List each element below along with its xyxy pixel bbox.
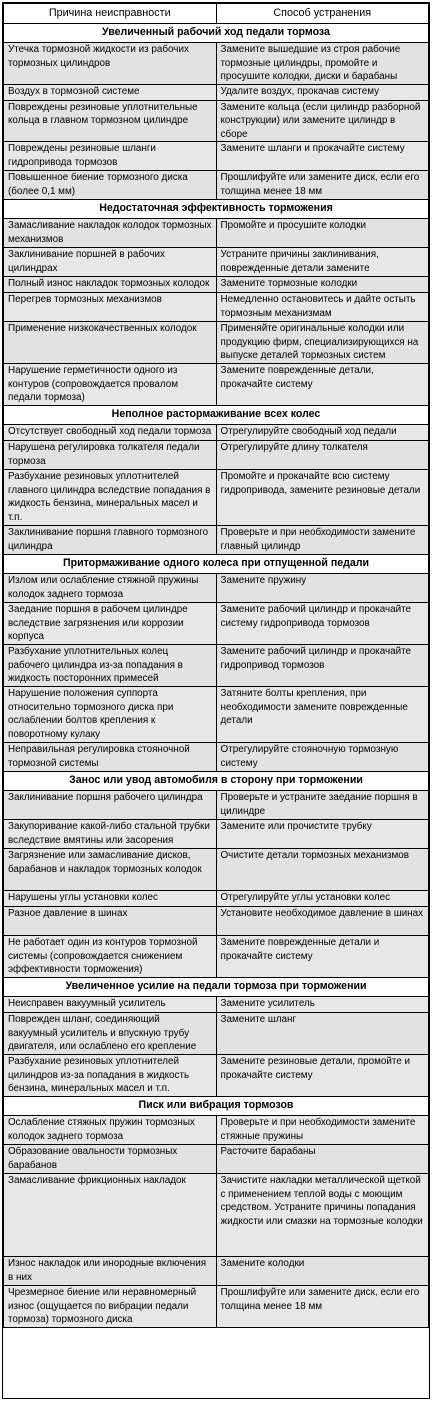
remedy-cell: Затяните болты крепления, при необходимости замените поврежденные детали [216, 687, 429, 743]
table-row [4, 936, 429, 978]
table-row [4, 1055, 429, 1097]
table-row [4, 997, 429, 1013]
remedy-cell: Устраните причины заклинивания, поврежденные детали замените [216, 248, 429, 277]
section-title: Увеличенное усилие на педали тормоза при торможении [4, 978, 429, 997]
cause-cell: Нарушены углы установки колес [4, 891, 217, 907]
cause-cell: Повышенное биение тормозного диска (более 0,1 мм) [4, 171, 217, 200]
remedy-cell: Замените рабочий цилиндр и прокачайте систему гидропривода тормозов [216, 603, 429, 645]
cause-cell: Износ накладок или инородные включения в них [4, 1257, 217, 1286]
cause-cell: Отсутствует свободный ход педали тормоза [4, 425, 217, 441]
table-row [4, 743, 429, 772]
table-row [4, 441, 429, 470]
remedy-cell: Удалите воздух, прокачав систему [216, 84, 429, 100]
cause-cell: Повреждены резиновые уплотнительные кольца в главном тормозном цилиндре [4, 100, 217, 142]
table-row [4, 43, 429, 85]
remedy-cell: Замените усилитель [216, 997, 429, 1013]
remedy-cell: Немедленно остановитесь и дайте остыть тормозным механизмам [216, 293, 429, 322]
section-header-row [4, 555, 429, 574]
section-title: Притормаживание одного колеса при отпущенной педали [4, 555, 429, 574]
section-header-row [4, 200, 429, 219]
remedy-cell: Замените поврежденные детали, прокачайте систему [216, 364, 429, 406]
section-header-row [4, 978, 429, 997]
header-remedy: Способ устранения [216, 4, 429, 24]
remedy-cell: Прошлифуйте или замените диск, если его толщина менее 18 мм [216, 1286, 429, 1328]
cause-cell: Неисправен вакуумный усилитель [4, 997, 217, 1013]
cause-cell: Излом или ослабление стяжной пружины колодок заднего тормоза [4, 574, 217, 603]
cause-cell: Заклинивание поршня главного тормозного цилиндра [4, 526, 217, 555]
table-row [4, 142, 429, 171]
table-row [4, 1116, 429, 1145]
table-row [4, 1174, 429, 1257]
cause-cell: Заклинивание поршней в рабочих цилиндрах [4, 248, 217, 277]
remedy-cell: Проверьте и устраните заедание поршня в цилиндре [216, 791, 429, 820]
table-row [4, 248, 429, 277]
remedy-cell: Замените колодки [216, 1257, 429, 1286]
table-row [4, 425, 429, 441]
table-row [4, 84, 429, 100]
remedy-cell: Отрегулируйте свободный ход педали [216, 425, 429, 441]
cause-cell: Полный износ накладок тормозных колодок [4, 277, 217, 293]
section-title: Неполное растормаживание всех колес [4, 406, 429, 425]
table-row [4, 1286, 429, 1328]
section-header-row [4, 772, 429, 791]
table-header-row [4, 4, 429, 24]
cause-cell: Разное давление в шинах [4, 907, 217, 936]
cause-cell: Закупоривание какой-либо стальной трубки вследствие вмятины или засорения [4, 820, 217, 849]
remedy-cell: Расточите барабаны [216, 1145, 429, 1174]
remedy-cell: Замените пружину [216, 574, 429, 603]
remedy-cell: Замените тормозные колодки [216, 277, 429, 293]
section-header-row [4, 406, 429, 425]
section-title: Писк или вибрация тормозов [4, 1097, 429, 1116]
troubleshooting-table [3, 3, 429, 1328]
cause-cell: Заклинивание поршня рабочего цилиндра [4, 791, 217, 820]
remedy-cell: Проверьте и при необходимости замените главный цилиндр [216, 526, 429, 555]
remedy-cell: Установите необходимое давление в шинах [216, 907, 429, 936]
remedy-cell: Промойте и просушите колодки [216, 219, 429, 248]
remedy-cell: Применяйте оригинальные колодки или продукцию фирм, специализирующихся на выпуске деталей тормозных систем [216, 322, 429, 364]
remedy-cell: Замените кольца (если цилиндр разборной конструкции) или замените цилиндр в сборе [216, 100, 429, 142]
remedy-cell: Замените шланги и прокачайте систему [216, 142, 429, 171]
remedy-cell: Отрегулируйте длину толкателя [216, 441, 429, 470]
cause-cell: Утечка тормозной жидкости из рабочих тормозных цилиндров [4, 43, 217, 85]
remedy-cell: Замените вышедшие из строя рабочие тормозные цилиндры, промойте и просушите колодки, диски и барабаны [216, 43, 429, 85]
remedy-cell: Замените рабочий цилиндр и прокачайте гидропривод тормозов [216, 645, 429, 687]
table-row [4, 364, 429, 406]
section-title: Недостаточная эффективность торможения [4, 200, 429, 219]
remedy-cell: Проверьте и при необходимости замените стяжные пружины [216, 1116, 429, 1145]
table-row [4, 849, 429, 891]
table-row [4, 603, 429, 645]
cause-cell: Неправильная регулировка стояночной тормозной системы [4, 743, 217, 772]
remedy-cell: Замените шланг [216, 1013, 429, 1055]
header-cause: Причина неисправности [4, 4, 217, 24]
cause-cell: Нарушена регулировка толкателя педали тормоза [4, 441, 217, 470]
table-row [4, 645, 429, 687]
cause-cell: Применение низкокачественных колодок [4, 322, 217, 364]
table-row [4, 907, 429, 936]
table-row [4, 1257, 429, 1286]
remedy-cell: Замените или прочистите трубку [216, 820, 429, 849]
table-row [4, 820, 429, 849]
table-row [4, 293, 429, 322]
cause-cell: Воздух в тормозной системе [4, 84, 217, 100]
cause-cell: Разбухание уплотнительных колец рабочего цилиндра из-за попадания в жидкость посторонних примесей [4, 645, 217, 687]
cause-cell: Замасливание фрикционных накладок [4, 1174, 217, 1257]
section-header-row [4, 24, 429, 43]
cause-cell: Повреждены резиновые шланги гидропривода тормозов [4, 142, 217, 171]
remedy-cell: Прошлифуйте или замените диск, если его толщина менее 18 мм [216, 171, 429, 200]
cause-cell: Образование овальности тормозных барабанов [4, 1145, 217, 1174]
table-row [4, 219, 429, 248]
cause-cell: Заедание поршня в рабочем цилиндре вследствие загрязнения или коррозии корпуса [4, 603, 217, 645]
cause-cell: Загрязнение или замасливание дисков, барабанов и накладок тормозных колодок [4, 849, 217, 891]
table-row [4, 1145, 429, 1174]
cause-cell: Ослабление стяжных пружин тормозных колодок заднего тормоза [4, 1116, 217, 1145]
cause-cell: Разбухание резиновых уплотнителей главного цилиндра вследствие попадания в жидкость бензина, минеральных масел и т.п. [4, 470, 217, 526]
cause-cell: Не работает один из контуров тормозной системы (сопровождается снижением эффективности торможения) [4, 936, 217, 978]
table-row [4, 574, 429, 603]
table-row [4, 322, 429, 364]
remedy-cell: Промойте и прокачайте всю систему гидропривода, замените резиновые детали [216, 470, 429, 526]
table-row [4, 526, 429, 555]
cause-cell: Замасливание накладок колодок тормозных механизмов [4, 219, 217, 248]
section-title: Увеличенный рабочий ход педали тормоза [4, 24, 429, 43]
table-row [4, 791, 429, 820]
table-row [4, 687, 429, 743]
table-row [4, 891, 429, 907]
troubleshooting-table-page [2, 2, 430, 1399]
section-title: Занос или увод автомобиля в сторону при торможении [4, 772, 429, 791]
table-row [4, 1013, 429, 1055]
table-row [4, 277, 429, 293]
remedy-cell: Замените резиновые детали, промойте и прокачайте систему [216, 1055, 429, 1097]
cause-cell: Поврежден шланг, соединяющий вакуумный усилитель и впускную трубу двигателя, или ослаблено его крепление [4, 1013, 217, 1055]
section-header-row [4, 1097, 429, 1116]
remedy-cell: Отрегулируйте стояночную тормозную систему [216, 743, 429, 772]
remedy-cell: Замените поврежденные детали и прокачайте систему [216, 936, 429, 978]
table-row [4, 100, 429, 142]
remedy-cell: Отрегулируйте углы установки колес [216, 891, 429, 907]
remedy-cell: Зачистите накладки металлической щеткой с применением теплой воды с моющим средством. Устраните причины попадания жидкости или смазки на тормозные колодки [216, 1174, 429, 1257]
cause-cell: Чрезмерное биение или неравномерный износ (ощущается по вибрации педали тормоза) тормозного диска [4, 1286, 217, 1328]
table-row [4, 470, 429, 526]
table-body [4, 24, 429, 1328]
cause-cell: Разбухание резиновых уплотнителей цилиндров из-за попадания в жидкость бензина, минеральных масел и т.п. [4, 1055, 217, 1097]
remedy-cell: Очистите детали тормозных механизмов [216, 849, 429, 891]
cause-cell: Перегрев тормозных механизмов [4, 293, 217, 322]
cause-cell: Нарушение положения суппорта относительно тормозного диска при ослаблении болтов крепления к поворотному кулаку [4, 687, 217, 743]
table-row [4, 171, 429, 200]
cause-cell: Нарушение герметичности одного из контуров (сопровождается провалом педали тормоза) [4, 364, 217, 406]
